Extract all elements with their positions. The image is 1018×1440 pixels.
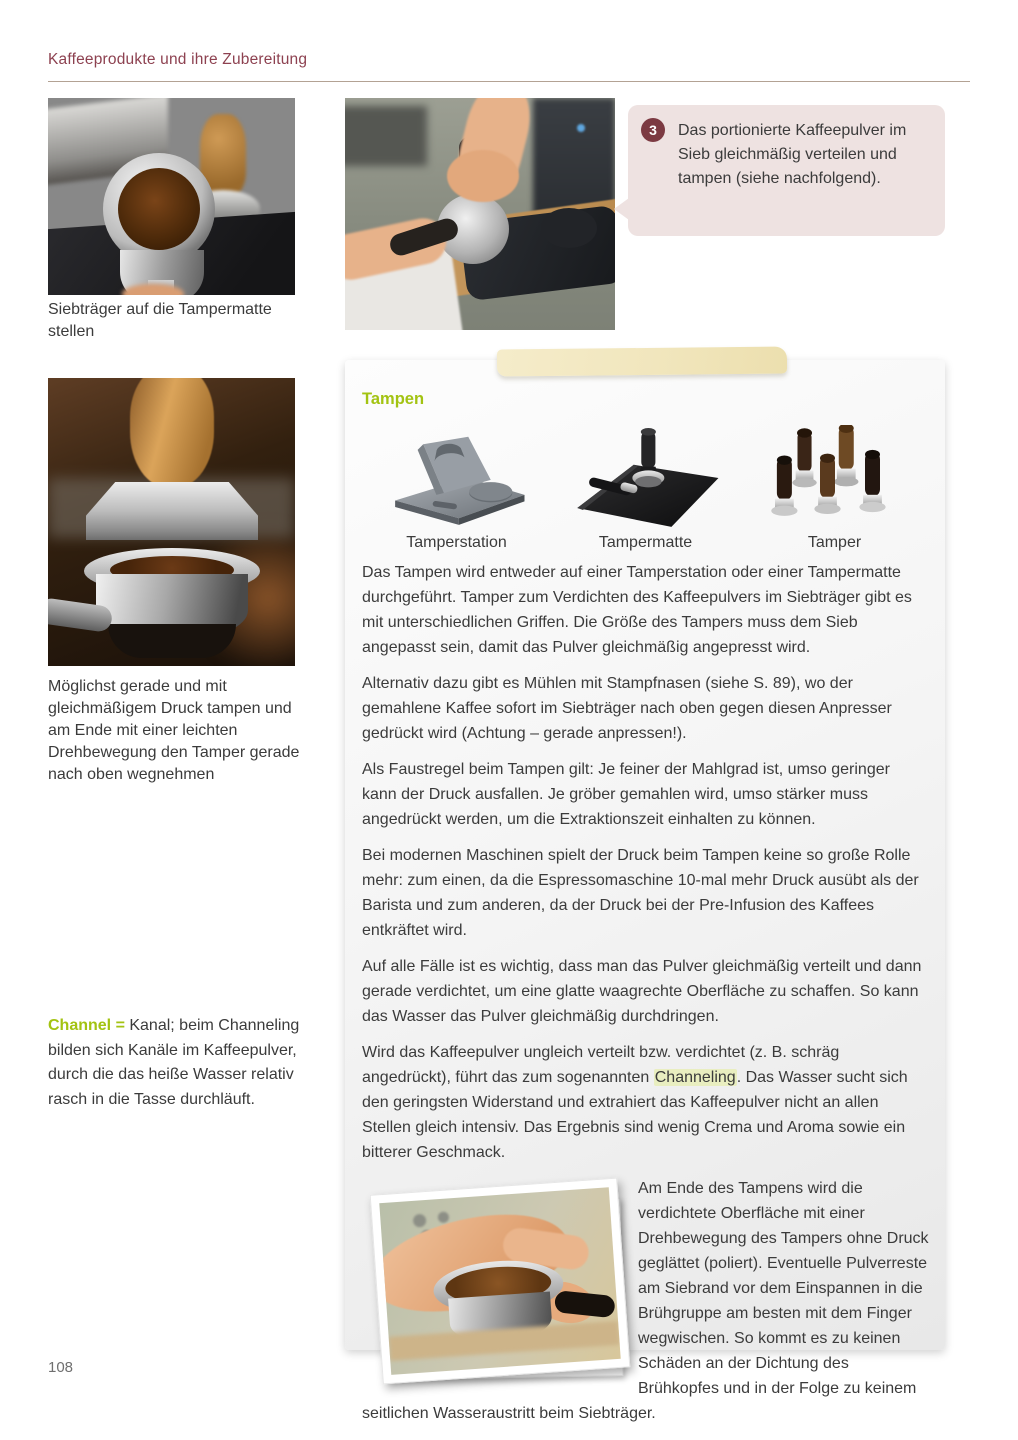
tampen-section-card (345, 360, 945, 1422)
tamper-back-2 (834, 425, 858, 486)
paragraph-7 (362, 1176, 929, 1426)
header-divider (48, 81, 970, 82)
step-number-badge: 3 (641, 118, 665, 142)
tamper-back-1 (792, 428, 816, 487)
photo-tamping-on-counter (345, 98, 615, 330)
upper-hand-shape (447, 150, 519, 202)
product-tampermatte (551, 419, 740, 552)
product-label: Tampermatte (598, 534, 693, 551)
tampermatte-image (566, 419, 726, 529)
tamper-image (760, 419, 910, 529)
wood-handle-shape (130, 378, 214, 488)
gray-shelf-shape (345, 106, 427, 166)
photo-wiping-rim (379, 1187, 620, 1375)
tamper-front-3 (859, 450, 885, 512)
tamper-collection-illustration (760, 425, 910, 529)
polaroid-front-card (370, 1178, 631, 1385)
paragraph-3: Als Faustregel beim Tampen gilt: Je feiner der Mahlgrad ist, umso geringer kann der Druck ausfallen. Je gröber gemahlen wird, umso stärker muss angedrückt werden, um die Extraktionszeit einhalten zu können. (362, 761, 890, 828)
paragraph-4: Bei modernen Maschinen spielt der Druck beim Tampen keine so große Rolle mehr: zum einen, da die Espressomaschine 10-mal mehr Druck ausübt als der Barista und zum anderen, da der Druck bei der Pre-Infusion des Kaffees entkräftet wird. (362, 847, 919, 939)
channeling-highlight: Channeling (654, 1069, 736, 1086)
tamper-front-1 (771, 455, 797, 515)
product-tamper (740, 419, 929, 552)
paragraph-6 (362, 1040, 929, 1165)
p6-text: Wird das Kaffeepulver ungleich verteilt bzw. verdichtet (z. B. schräg angedrückt), führt das zum sogenannten (362, 1044, 840, 1086)
page-number: 108 (48, 1359, 74, 1376)
steel-base-shape (86, 482, 258, 540)
mat-dosing-cup-shape (541, 208, 597, 248)
channel-definition: Kanal; beim Channeling bilden sich Kanäle im Kaffeepulver, durch die das heiße Wasser relativ rasch in die Tasse durchläuft. (48, 1017, 300, 1108)
p7-text: Am Ende des Tampens wird die verdichtete Oberfläche mit einer Drehbewegung des Tampers ohne Druck geglättet (poliert). Eventuelle Pulverreste am Siebrand vor dem Einspannen in die Brühgruppe am besten mit dem Finger wegwischen. So kommt es zu keinen Schäden an der Dichtung des Brühkopfes und in der Folge zu keinem seitlichen Wasseraustritt beim Siebträger. (362, 1180, 929, 1422)
polaroid-photo-stack (374, 1184, 624, 1382)
product-label: Tamper (807, 534, 862, 551)
photo-portafilter-on-tampermat (48, 98, 295, 295)
paragraph-2: Alternativ dazu gibt es Mühlen mit Stampfnasen (siehe S. 89), wo der gemahlene Kaffee sofort im Siebträger nach oben gegen diesen Anpresser gedrückt wird (Achtung – gerade anpressen!). (362, 675, 892, 742)
tampen-body-copy (362, 560, 929, 1426)
chapter-title: Kaffeeprodukte und ihre Zubereitung (48, 51, 308, 68)
masking-tape-graphic (497, 346, 787, 376)
step-text: Das portionierte Kaffeepulver im Sieb gleichmäßig verteilen und tampen (siehe nachfolgend). (678, 122, 907, 187)
tampen-heading: Tampen (362, 390, 425, 408)
product-tamperstation (362, 419, 551, 552)
tamperstation-illustration (382, 425, 532, 529)
paragraph-1: Das Tampen wird entweder auf einer Tamperstation oder einer Tampermatte durchgeführt. Tamper zum Verdichten des Kaffeepulvers im Siebträger gibt es mit unterschiedlichen Griffen. Die Größe des Tampers muss dem Sieb angepasst sein, damit das Pulver gleichmäßig angepresst wird. (362, 564, 912, 656)
channel-margin-note (48, 1014, 304, 1112)
tamperstation-image (382, 419, 532, 529)
product-label: Tamperstation (406, 534, 507, 551)
tampen-product-row (362, 419, 929, 552)
portafilter-band-shape (108, 624, 236, 658)
step-callout (628, 105, 945, 236)
machine-light-shape (577, 124, 585, 132)
paragraph-5: Auf alle Fälle ist es wichtig, dass man das Pulver gleichmäßig verteilt und dann gerade verdichtet, um eine glatte waagrechte Oberfläche zu schaffen. So kann das Wasser das Pulver gleichmäßig durchdringen. (362, 958, 922, 1025)
photo-tamper-above-portafilter (48, 378, 295, 666)
tampermatte-illustration (566, 425, 726, 529)
photo2-caption: Möglichst gerade und mit gleichmäßigem Druck tampen und am Ende mit einer leichten Drehbewegung den Tamper gerade nach oben wegnehmen (48, 678, 300, 783)
photo1-caption: Siebträger auf die Tampermatte stellen (48, 301, 272, 340)
coffee-grounds-shape (118, 168, 200, 250)
p6-text: . Das Wasser sucht sich den geringsten Widerstand und extrahiert das Kaffeepulver nicht an allen Stellen gleich intensiv. Das Ergebnis sind wenig Crema und Aroma sowie ein bitterer Geschmack. (362, 1069, 908, 1161)
callout-tail (614, 198, 629, 220)
channel-term: Channel = (48, 1017, 125, 1034)
